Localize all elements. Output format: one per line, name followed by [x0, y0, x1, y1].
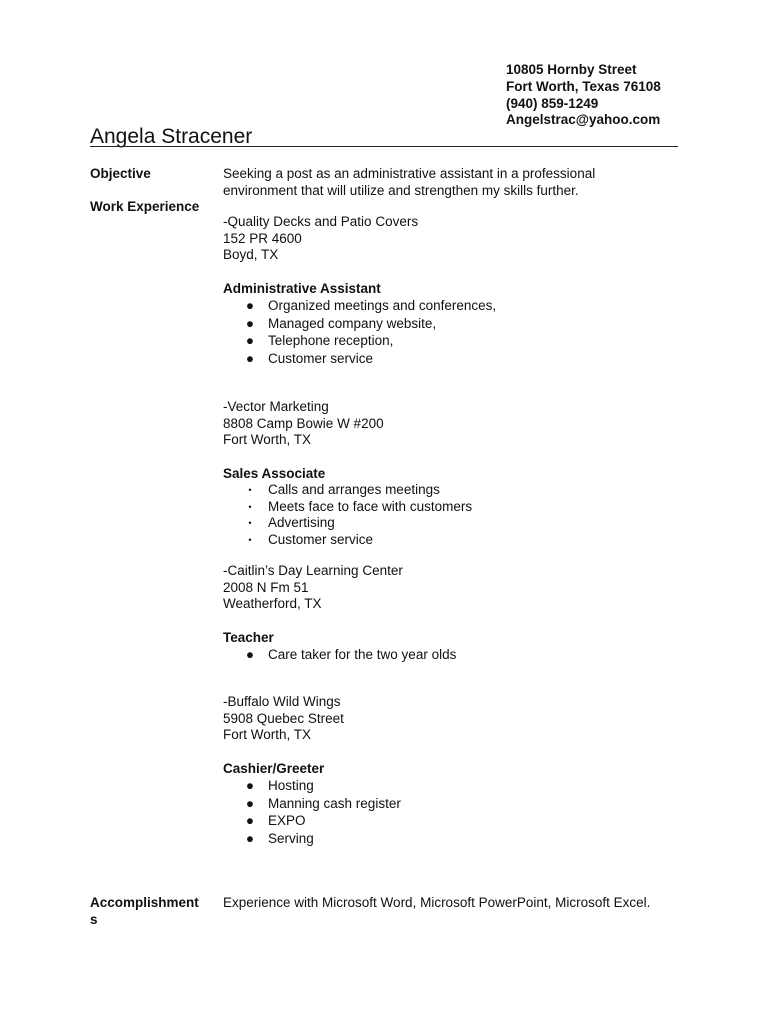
list-item — [223, 795, 678, 813]
bullet-icon: ● — [245, 333, 255, 348]
job-company: -Buffalo Wild Wings — [223, 694, 341, 709]
list-item — [223, 777, 678, 795]
contact-city: Fort Worth, Texas 76108 — [506, 78, 661, 94]
bullet-icon: ● — [245, 795, 255, 811]
contact-email[interactable]: Angelstrac@yahoo.com — [506, 112, 661, 128]
work-experience-label: Work Experience — [90, 199, 200, 214]
objective-text: Seeking a post as an administrative assistant in a professional environment that will utilize and strengthen my skills further. — [223, 166, 596, 198]
header-divider — [90, 146, 678, 147]
bullet-icon: ● — [245, 830, 255, 846]
contact-street: 10805 Hornby Street — [506, 62, 637, 77]
list-item — [223, 350, 678, 368]
job-title: Administrative Assistant — [223, 280, 381, 296]
contact-block — [506, 62, 661, 129]
bullet-icon: ● — [245, 298, 255, 313]
bullet-icon: ● — [245, 315, 255, 331]
accomplishments-text: Experience with Microsoft Word, Microsoft PowerPoint, Microsoft Excel. — [223, 895, 651, 910]
job-duties-list — [223, 646, 678, 664]
job-entry — [223, 694, 678, 847]
objective-label: Objective — [90, 166, 151, 181]
job-duties-list — [223, 777, 678, 847]
job-title: Sales Associate — [223, 465, 326, 481]
duty-text: Hosting — [268, 778, 314, 793]
job-city: Fort Worth, TX — [223, 432, 312, 447]
duty-text: Calls and arranges meetings — [268, 482, 440, 497]
list-item — [223, 297, 678, 315]
list-item — [223, 315, 678, 333]
job-title: Teacher — [223, 629, 274, 645]
job-title: Cashier/Greeter — [223, 760, 325, 776]
job-address: 8808 Camp Bowie W #200 — [223, 415, 384, 431]
job-city: Boyd, TX — [223, 247, 279, 262]
bullet-icon: ● — [245, 350, 255, 366]
list-item — [223, 830, 678, 848]
job-duties-list — [223, 482, 678, 548]
duty-text: Customer service — [268, 531, 374, 547]
duty-text: Care taker for the two year olds — [268, 647, 457, 662]
job-entry — [223, 563, 678, 664]
duty-text: Managed company website, — [268, 315, 437, 331]
job-entry — [223, 214, 678, 367]
job-city: Fort Worth, TX — [223, 727, 312, 742]
job-company: -Quality Decks and Patio Covers — [223, 214, 419, 229]
list-item — [223, 646, 678, 664]
job-company: -Vector Marketing — [223, 399, 329, 414]
accomplishments-label: Accomplishments — [90, 895, 199, 927]
list-item — [223, 332, 678, 350]
bullet-icon: • — [248, 518, 252, 528]
job-entry — [223, 399, 678, 548]
duty-text: Meets face to face with customers — [268, 498, 473, 514]
duty-text: Organized meetings and conferences, — [268, 298, 497, 313]
job-address: 5908 Quebec Street — [223, 710, 344, 726]
bullet-icon: • — [248, 485, 252, 495]
duty-text: Customer service — [268, 350, 374, 366]
job-address: 2008 N Fm 51 — [223, 579, 309, 595]
duty-text: Serving — [268, 830, 314, 846]
duty-text: EXPO — [268, 813, 306, 828]
list-item — [223, 499, 678, 516]
job-duties-list — [223, 297, 678, 367]
job-city: Weatherford, TX — [223, 596, 322, 611]
bullet-icon: ● — [245, 647, 255, 662]
list-item — [223, 515, 678, 532]
list-item — [223, 532, 678, 549]
list-item — [223, 812, 678, 830]
duty-text: Manning cash register — [268, 795, 401, 811]
job-company: -Caitlin’s Day Learning Center — [223, 563, 403, 578]
contact-phone: (940) 859-1249 — [506, 95, 599, 111]
resume-name: Angela Stracener — [90, 125, 253, 148]
bullet-icon: • — [248, 501, 252, 512]
job-address: 152 PR 4600 — [223, 230, 302, 246]
list-item — [223, 482, 678, 499]
duty-text: Telephone reception, — [268, 333, 394, 348]
bullet-icon: ● — [245, 813, 255, 828]
bullet-icon: • — [248, 534, 252, 545]
bullet-icon: ● — [245, 778, 255, 793]
duty-text: Advertising — [268, 515, 335, 530]
